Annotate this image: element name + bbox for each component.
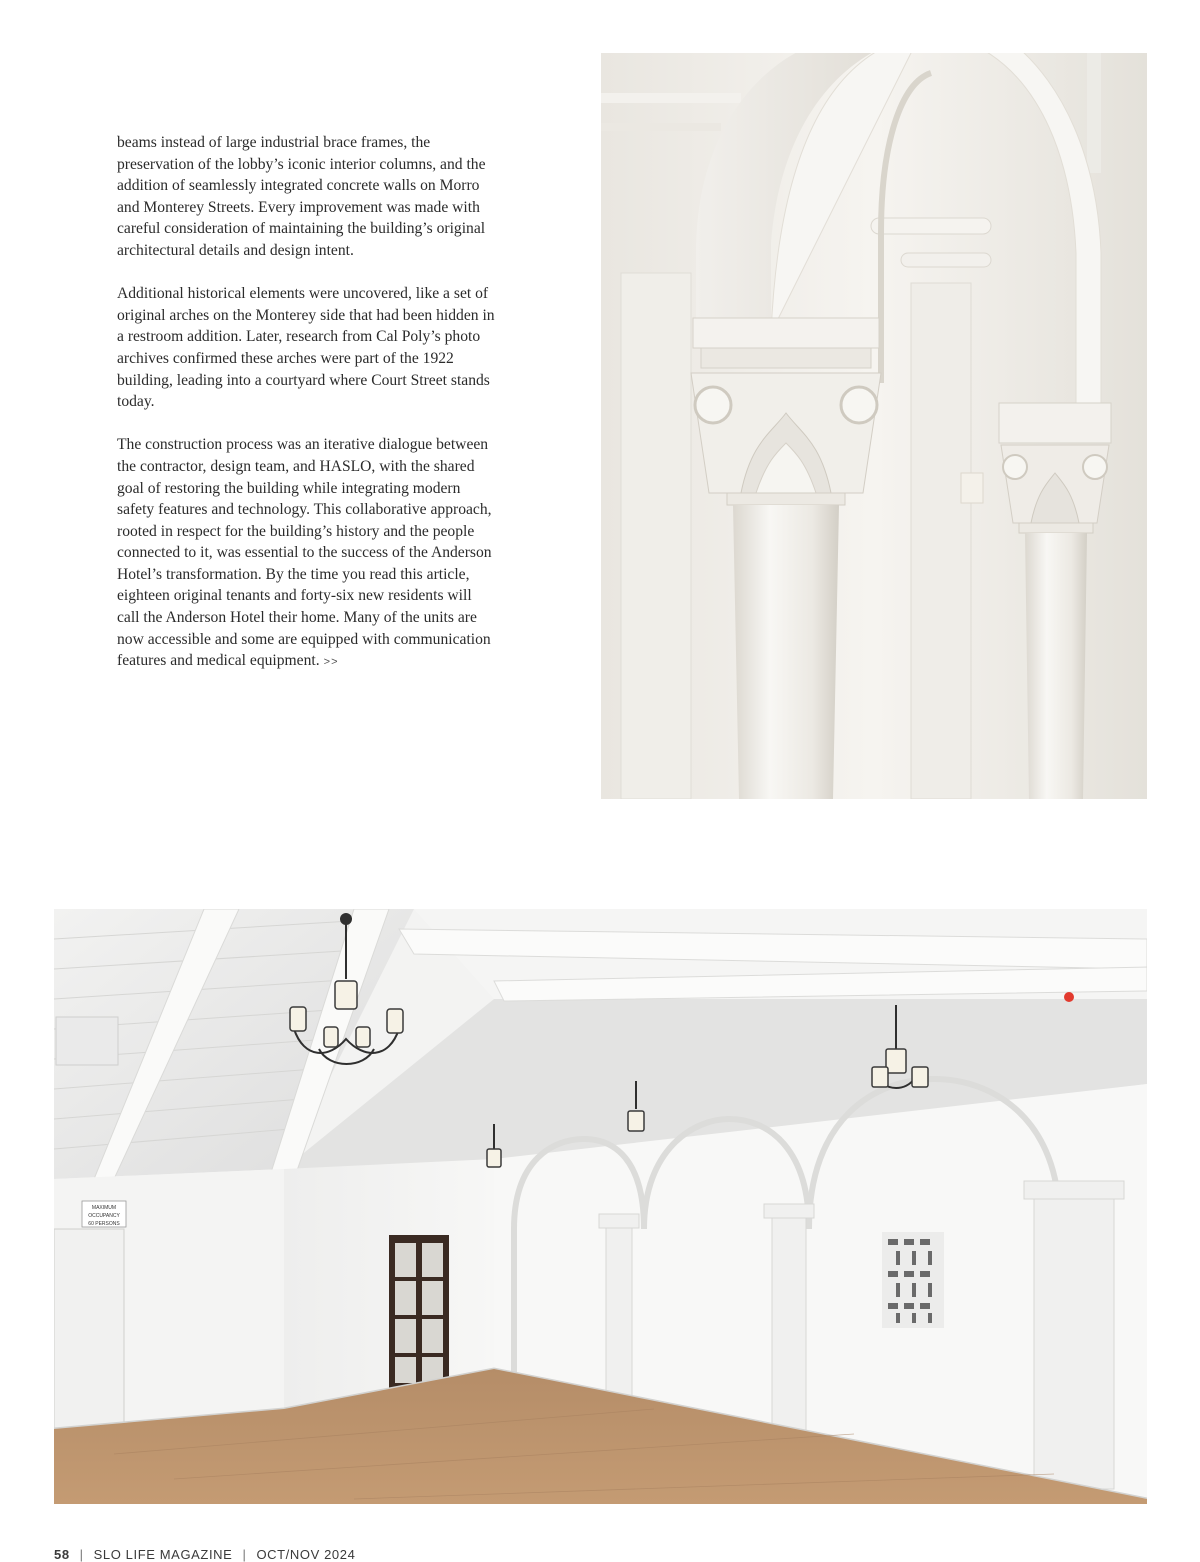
arches-illustration <box>601 53 1147 799</box>
hall-illustration <box>54 909 1147 1504</box>
continue-marker: >> <box>323 656 339 669</box>
footer-separator: | <box>242 1547 247 1562</box>
article-paragraph-2: Additional historical elements were uncovered, like a set of original arches on the Monterey side that had been hidden in a restroom addition. Later, research from Cal Poly’s photo archives confirmed these arches were part of the 1922 building, leading into a courtyard where Court Street stands today. <box>117 285 495 411</box>
occupancy-sign-line-3: 60 PERSONS <box>88 1221 120 1227</box>
page-footer <box>54 1547 355 1562</box>
article-body <box>117 132 497 695</box>
article-paragraph-3 <box>117 434 497 674</box>
hall-photo <box>54 909 1147 1504</box>
page-number: 58 <box>54 1547 70 1562</box>
arches-photo <box>601 53 1147 799</box>
occupancy-sign-line-1: MAXIMUM <box>91 1205 117 1211</box>
article-paragraph-3-text: The construction process was an iterative dialogue between the contractor, design team, and HASLO, with the shared goal of restoring the building while integrating modern safety features and technology. This collaborative approach, rooted in respect for the building’s history and the people connected to it, was essential to the success of the Anderson Hotel’s transformation. By the time you read this article, eighteen original tenants and forty-six new residents will call the Anderson Hotel their home. Many of the units are now accessible and some are equipped with communication features and medical equipment. <box>117 436 492 670</box>
publication-name: SLO LIFE MAGAZINE <box>93 1547 233 1562</box>
footer-separator: | <box>79 1547 84 1562</box>
article-paragraph-1: beams instead of large industrial brace frames, the preservation of the lobby’s iconic interior columns, and the addition of seamlessly integrated concrete walls on Morro and Monterey Streets. Every improvement was made with careful consideration of maintaining the building’s original architectural details and design intent. <box>117 134 486 259</box>
occupancy-sign-line-2: OCCUPANCY <box>88 1213 120 1219</box>
issue-date: OCT/NOV 2024 <box>256 1547 356 1562</box>
